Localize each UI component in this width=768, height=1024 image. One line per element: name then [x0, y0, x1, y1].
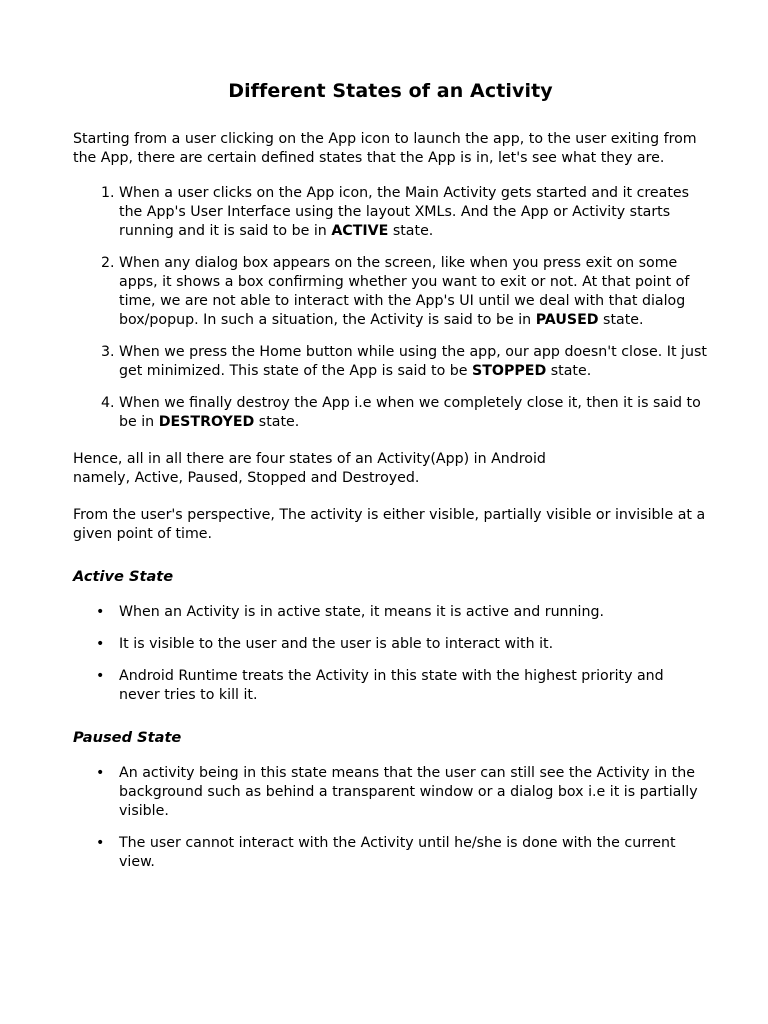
list-item-text: state.	[598, 312, 644, 328]
section-heading-paused: Paused State	[73, 729, 182, 746]
list-item	[96, 834, 708, 872]
list-item	[96, 667, 708, 705]
active-state-list	[73, 603, 708, 705]
bullet-icon: •	[96, 668, 105, 684]
list-item	[96, 764, 708, 821]
section-heading-active: Active State	[73, 568, 174, 585]
bullet-icon: •	[96, 835, 105, 851]
list-item-text: state.	[546, 363, 592, 379]
perspective-paragraph: From the user's perspective, The activity is either visible, partially visible or invisible at a given point of time.	[73, 507, 706, 542]
list-item	[119, 184, 708, 241]
summary-line: namely, Active, Paused, Stopped and Destroyed.	[73, 470, 420, 486]
bullet-icon: •	[96, 636, 105, 652]
summary-line: Hence, all in all there are four states of an Activity(App) in Android	[73, 451, 546, 467]
list-item-text: When we press the Home button while using the app, our app doesn't close. It just get minimized. This state of the App is said to be	[119, 344, 707, 379]
list-item	[119, 254, 708, 330]
bullet-icon: •	[96, 604, 105, 620]
states-list	[73, 184, 708, 432]
list-item-text: When any dialog box appears on the screen, like when you press exit on some apps, it shows a box confirming whether you want to exit or not. At that point of time, we are not able to interact with the App's UI until we deal with that dialog box/popup. In such a situation, the Activity is said to be in	[119, 255, 690, 328]
list-item-text: When an Activity is in active state, it means it is active and running.	[119, 604, 604, 620]
list-item	[119, 343, 708, 381]
state-name: DESTROYED	[158, 414, 255, 430]
state-name: PAUSED	[535, 312, 599, 328]
state-name: STOPPED	[472, 363, 547, 379]
page-title: Different States of an Activity	[228, 80, 553, 102]
bullet-icon: •	[96, 765, 105, 781]
list-item-text: An activity being in this state means that the user can still see the Activity in the background such as behind a transparent window or a dialog box i.e it is partially visible.	[119, 765, 698, 819]
paused-state-list	[73, 764, 708, 872]
state-name: ACTIVE	[331, 223, 389, 239]
list-item	[96, 635, 708, 654]
summary-paragraph	[73, 450, 708, 488]
intro-paragraph: Starting from a user clicking on the App icon to launch the app, to the user exiting from the App, there are certain defined states that the App is in, let's see what they are.	[73, 131, 697, 166]
list-item-text: When we finally destroy the App i.e when we completely close it, then it is said to be in	[119, 395, 701, 430]
list-item-text: It is visible to the user and the user is able to interact with it.	[119, 636, 554, 652]
list-item-text: Android Runtime treats the Activity in this state with the highest priority and never tries to kill it.	[119, 668, 664, 703]
list-item-text: When a user clicks on the App icon, the Main Activity gets started and it creates the App's User Interface using the layout XMLs. And the App or Activity starts running and it is said to be in	[119, 185, 690, 239]
list-item	[119, 394, 708, 432]
list-item-text: state.	[254, 414, 300, 430]
list-item	[96, 603, 708, 622]
list-item-text: state.	[388, 223, 434, 239]
list-item-text: The user cannot interact with the Activity until he/she is done with the current view.	[119, 835, 676, 870]
